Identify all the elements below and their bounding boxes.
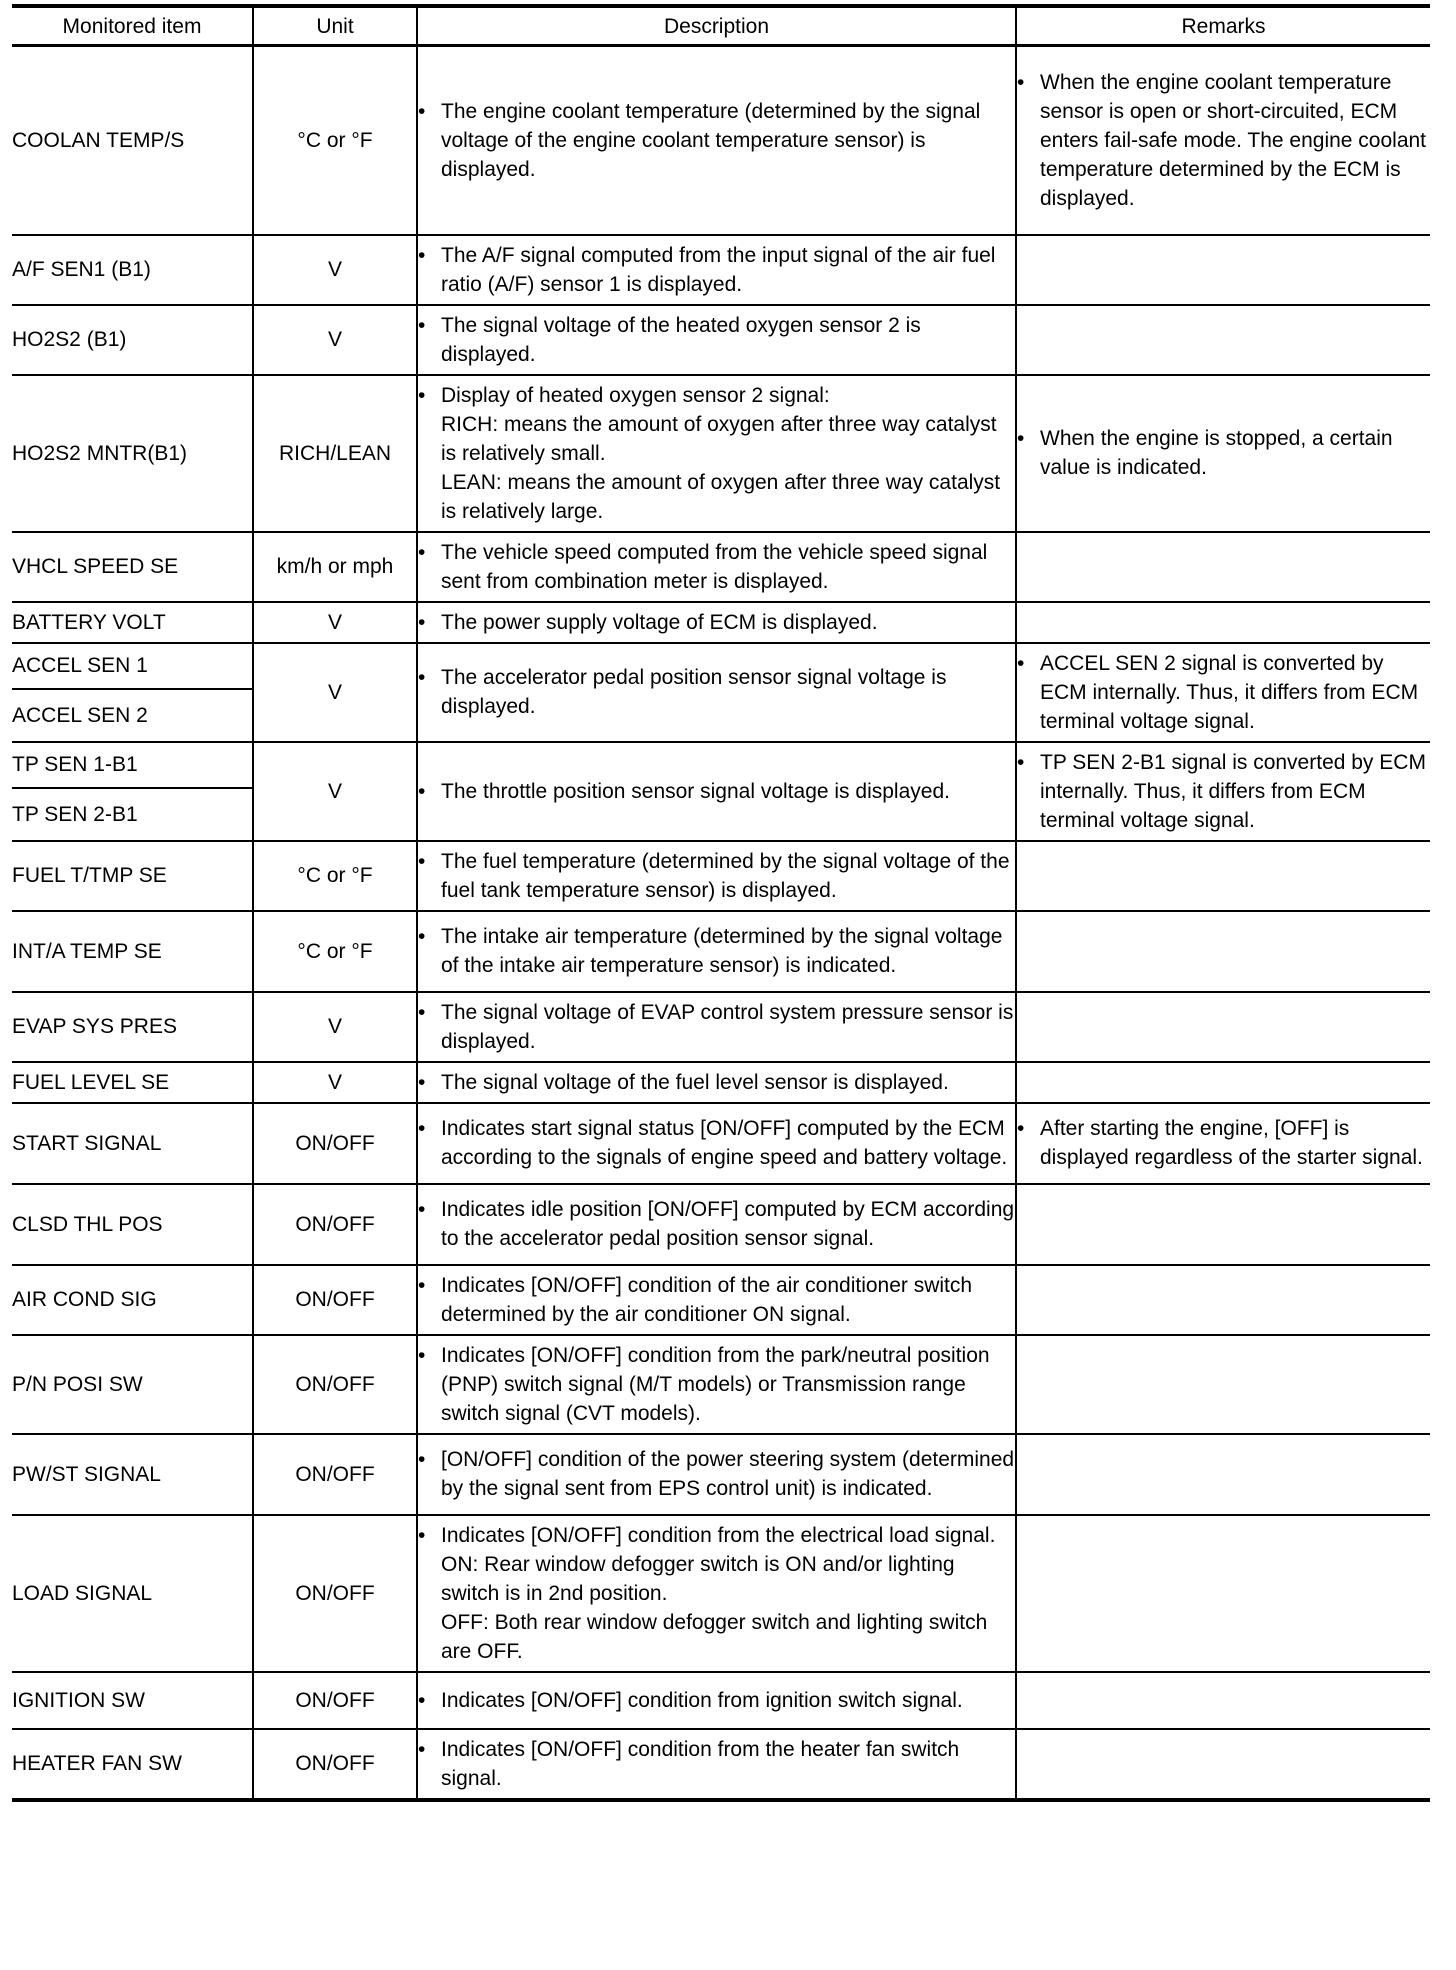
table-row xyxy=(12,602,1430,643)
description-line: RICH: means the amount of oxygen after three way catalyst is relatively small. xyxy=(441,412,997,465)
description-line: • Indicates idle position [ON/OFF] computed by ECM according to the accelerator pedal position sensor signal. xyxy=(441,1198,1015,1250)
table-row xyxy=(12,1515,1430,1672)
remarks-line: • When the engine coolant temperature sensor is open or short-circuited, ECM enters fail-safe mode. The engine coolant temperature determined by the ECM is displayed. xyxy=(1040,70,1427,210)
description xyxy=(418,376,1015,531)
monitored-item-cell: P/N POSI SW xyxy=(12,1335,253,1434)
remarks-line: • TP SEN 2-B1 signal is converted by ECM internally. Thus, it differs from ECM terminal voltage signal. xyxy=(1040,750,1426,832)
description-line: • The signal voltage of the fuel level sensor is displayed. xyxy=(441,1070,949,1094)
remarks-line: • After starting the engine, [OFF] is displayed regardless of the starter signal. xyxy=(1040,1117,1423,1169)
description-bullet xyxy=(441,1114,1015,1172)
remarks-line: • ACCEL SEN 2 signal is converted by ECM internally. Thus, it differs from ECM terminal voltage signal. xyxy=(1040,651,1419,733)
description xyxy=(418,993,1015,1061)
unit-cell: ON/OFF xyxy=(253,1265,417,1335)
description-line: • Indicates [ON/OFF] condition from the electrical load signal. xyxy=(441,1523,996,1547)
remarks-bullet xyxy=(1040,424,1430,482)
description xyxy=(418,1063,1015,1102)
description xyxy=(418,1516,1015,1671)
description-line: • The power supply voltage of ECM is displayed. xyxy=(441,610,878,634)
description xyxy=(418,1440,1015,1508)
description xyxy=(418,1681,1015,1720)
table-row xyxy=(12,841,1430,911)
description-bullet xyxy=(441,1521,1015,1666)
monitored-item-cell: VHCL SPEED SE xyxy=(12,532,253,602)
unit-cell: V xyxy=(253,235,417,305)
description-cell xyxy=(417,643,1016,742)
table-row xyxy=(12,1434,1430,1515)
unit-cell: V xyxy=(253,305,417,375)
table-row xyxy=(12,1672,1430,1729)
monitored-item-cell: EVAP SYS PRES xyxy=(12,992,253,1062)
description-line: • Indicates start signal status [ON/OFF] computed by the ECM according to the signals of engine speed and battery voltage. xyxy=(441,1117,1008,1169)
remarks xyxy=(1017,63,1430,218)
description-cell xyxy=(417,375,1016,532)
remarks-cell xyxy=(1016,1672,1430,1729)
monitored-item-cell: COOLAN TEMP/S xyxy=(12,46,253,235)
description-bullet xyxy=(441,97,1015,184)
remarks-cell xyxy=(1016,1729,1430,1800)
description-cell xyxy=(417,1729,1016,1800)
description-cell xyxy=(417,1184,1016,1265)
description-bullet xyxy=(441,1068,1015,1097)
description-cell xyxy=(417,305,1016,375)
remarks-cell xyxy=(1016,46,1430,235)
monitored-item-cell: INT/A TEMP SE xyxy=(12,911,253,992)
description-bullet xyxy=(441,1445,1015,1503)
monitored-item-cell: TP SEN 2-B1 xyxy=(12,788,253,841)
description-cell xyxy=(417,1103,1016,1184)
description xyxy=(418,1109,1015,1177)
monitor-item-table xyxy=(12,4,1430,1802)
description-bullet xyxy=(441,922,1015,980)
unit-cell: °C or °F xyxy=(253,841,417,911)
monitored-item-cell: START SIGNAL xyxy=(12,1103,253,1184)
remarks-cell xyxy=(1016,532,1430,602)
unit-cell: V xyxy=(253,1062,417,1103)
description xyxy=(418,1336,1015,1433)
unit-cell: V xyxy=(253,602,417,643)
description xyxy=(418,1190,1015,1258)
unit-cell: km/h or mph xyxy=(253,532,417,602)
remarks-cell xyxy=(1016,1434,1430,1515)
description-line: • Display of heated oxygen sensor 2 signal: xyxy=(441,383,830,407)
monitored-item-cell: A/F SEN1 (B1) xyxy=(12,235,253,305)
remarks-bullet xyxy=(1040,748,1430,835)
description-bullet xyxy=(441,663,1015,721)
monitored-item-cell: AIR COND SIG xyxy=(12,1265,253,1335)
remarks-cell xyxy=(1016,1265,1430,1335)
description-cell xyxy=(417,1062,1016,1103)
table-row xyxy=(12,1062,1430,1103)
remarks-cell xyxy=(1016,841,1430,911)
description-line: • [ON/OFF] condition of the power steering system (determined by the signal sent from EPS control unit) is indicated. xyxy=(441,1448,1015,1500)
description-line: ON: Rear window defogger switch is ON and/or lighting switch is in 2nd position. xyxy=(441,1552,955,1605)
remarks-cell xyxy=(1016,1515,1430,1672)
description xyxy=(418,842,1015,910)
remarks-cell xyxy=(1016,235,1430,305)
description-bullet xyxy=(441,1271,1015,1329)
description-bullet xyxy=(441,311,1015,369)
unit-cell: ON/OFF xyxy=(253,1103,417,1184)
description xyxy=(418,658,1015,726)
description-cell xyxy=(417,532,1016,602)
description-cell xyxy=(417,46,1016,235)
unit-cell: V xyxy=(253,992,417,1062)
description-line: • The signal voltage of the heated oxygen sensor 2 is displayed. xyxy=(441,313,921,366)
description xyxy=(418,603,1015,642)
remarks-cell xyxy=(1016,375,1430,532)
description-line: • The accelerator pedal position sensor signal voltage is displayed. xyxy=(441,666,947,718)
monitored-item-cell: HO2S2 (B1) xyxy=(12,305,253,375)
description-bullet xyxy=(441,1195,1015,1253)
remarks-line: • When the engine is stopped, a certain value is indicated. xyxy=(1040,427,1393,479)
unit-cell: V xyxy=(253,742,417,841)
description-cell xyxy=(417,992,1016,1062)
description-line: • Indicates [ON/OFF] condition of the air conditioner switch determined by the air conditioner ON signal. xyxy=(441,1273,973,1326)
description xyxy=(418,917,1015,985)
table-row xyxy=(12,742,1430,788)
description-bullet xyxy=(441,1341,1015,1428)
description-line: • The fuel temperature (determined by the signal voltage of the fuel tank temperature sensor) is displayed. xyxy=(441,849,1010,902)
remarks-cell xyxy=(1016,643,1430,742)
description-cell xyxy=(417,602,1016,643)
description xyxy=(418,236,1015,304)
unit-cell: ON/OFF xyxy=(253,1729,417,1800)
remarks xyxy=(1017,644,1430,741)
monitored-item-cell: HO2S2 MNTR(B1) xyxy=(12,375,253,532)
description-line: • The intake air temperature (determined by the signal voltage of the intake air temperature sensor) is indicated. xyxy=(441,925,1003,977)
description-line: • The vehicle speed computed from the vehicle speed signal sent from combination meter is displayed. xyxy=(441,540,988,593)
description-cell xyxy=(417,1672,1016,1729)
monitored-item-cell: LOAD SIGNAL xyxy=(12,1515,253,1672)
remarks-cell xyxy=(1016,1184,1430,1265)
remarks xyxy=(1017,1109,1430,1177)
remarks xyxy=(1017,743,1430,840)
table-row xyxy=(12,305,1430,375)
monitored-item-cell: CLSD THL POS xyxy=(12,1184,253,1265)
unit-cell: ON/OFF xyxy=(253,1184,417,1265)
table-row xyxy=(12,1184,1430,1265)
table-row xyxy=(12,375,1430,532)
remarks xyxy=(1017,419,1430,487)
remarks-cell xyxy=(1016,602,1430,643)
remarks-cell xyxy=(1016,911,1430,992)
table-row xyxy=(12,643,1430,689)
table-row xyxy=(12,46,1430,235)
table-row xyxy=(12,992,1430,1062)
description-line: • Indicates [ON/OFF] condition from ignition switch signal. xyxy=(441,1688,963,1712)
header-row xyxy=(12,6,1430,46)
table-row xyxy=(12,532,1430,602)
description xyxy=(418,533,1015,601)
description-bullet xyxy=(441,241,1015,299)
description xyxy=(418,306,1015,374)
unit-cell: ON/OFF xyxy=(253,1434,417,1515)
table-row xyxy=(12,911,1430,992)
monitored-item-cell: TP SEN 1-B1 xyxy=(12,742,253,788)
unit-cell: °C or °F xyxy=(253,911,417,992)
description-line: • The throttle position sensor signal voltage is displayed. xyxy=(441,779,950,803)
description-bullet xyxy=(441,998,1015,1056)
description-cell xyxy=(417,1515,1016,1672)
description-line: LEAN: means the amount of oxygen after three way catalyst is relatively large. xyxy=(441,470,1001,523)
remarks-cell xyxy=(1016,742,1430,841)
description xyxy=(418,772,1015,811)
monitored-item-cell: IGNITION SW xyxy=(12,1672,253,1729)
monitored-item-cell: ACCEL SEN 1 xyxy=(12,643,253,689)
remarks-bullet xyxy=(1040,1114,1430,1172)
description-line: • Indicates [ON/OFF] condition from the heater fan switch signal. xyxy=(441,1737,960,1790)
description-bullet xyxy=(441,538,1015,596)
header-monitored-item: Monitored item xyxy=(12,6,253,46)
unit-cell: ON/OFF xyxy=(253,1672,417,1729)
remarks-cell xyxy=(1016,1335,1430,1434)
monitored-item-cell: BATTERY VOLT xyxy=(12,602,253,643)
unit-cell: ON/OFF xyxy=(253,1515,417,1672)
description xyxy=(418,1266,1015,1334)
table-row xyxy=(12,1265,1430,1335)
description-cell xyxy=(417,911,1016,992)
description-line: • The signal voltage of EVAP control system pressure sensor is displayed. xyxy=(441,1000,1014,1053)
description-bullet xyxy=(441,777,1015,806)
description-cell xyxy=(417,235,1016,305)
monitored-item-cell: HEATER FAN SW xyxy=(12,1729,253,1800)
description-line: OFF: Both rear window defogger switch and lighting switch are OFF. xyxy=(441,1610,988,1663)
unit-cell: °C or °F xyxy=(253,46,417,235)
monitored-item-cell: ACCEL SEN 2 xyxy=(12,689,253,742)
table-row xyxy=(12,1335,1430,1434)
description-cell xyxy=(417,1335,1016,1434)
description-bullet xyxy=(441,1686,1015,1715)
remarks-cell xyxy=(1016,1103,1430,1184)
description-cell xyxy=(417,742,1016,841)
description-bullet xyxy=(441,847,1015,905)
monitored-item-cell: FUEL T/TMP SE xyxy=(12,841,253,911)
header-unit: Unit xyxy=(253,6,417,46)
unit-cell: V xyxy=(253,643,417,742)
table-row xyxy=(12,1103,1430,1184)
description xyxy=(418,1730,1015,1798)
remarks-cell xyxy=(1016,992,1430,1062)
unit-cell: RICH/LEAN xyxy=(253,375,417,532)
remarks-cell xyxy=(1016,1062,1430,1103)
monitored-item-cell: FUEL LEVEL SE xyxy=(12,1062,253,1103)
remarks-cell xyxy=(1016,305,1430,375)
description-line: • The engine coolant temperature (determined by the signal voltage of the engine coolant temperature sensor) is displayed. xyxy=(441,99,981,181)
description-line: • Indicates [ON/OFF] condition from the park/neutral position (PNP) switch signal (M/T models) or Transmission range switch signal (CVT models). xyxy=(441,1343,990,1425)
header-remarks: Remarks xyxy=(1016,6,1430,46)
table-row xyxy=(12,235,1430,305)
description-bullet xyxy=(441,608,1015,637)
description-bullet xyxy=(441,1735,1015,1793)
remarks-bullet xyxy=(1040,68,1430,213)
description-bullet xyxy=(441,381,1015,526)
description-line: • The A/F signal computed from the input signal of the air fuel ratio (A/F) sensor 1 is displayed. xyxy=(441,243,996,296)
monitored-item-cell: PW/ST SIGNAL xyxy=(12,1434,253,1515)
description xyxy=(418,92,1015,189)
remarks-bullet xyxy=(1040,649,1430,736)
description-cell xyxy=(417,1434,1016,1515)
unit-cell: ON/OFF xyxy=(253,1335,417,1434)
header-description: Description xyxy=(417,6,1016,46)
description-cell xyxy=(417,841,1016,911)
description-cell xyxy=(417,1265,1016,1335)
table-row xyxy=(12,1729,1430,1800)
